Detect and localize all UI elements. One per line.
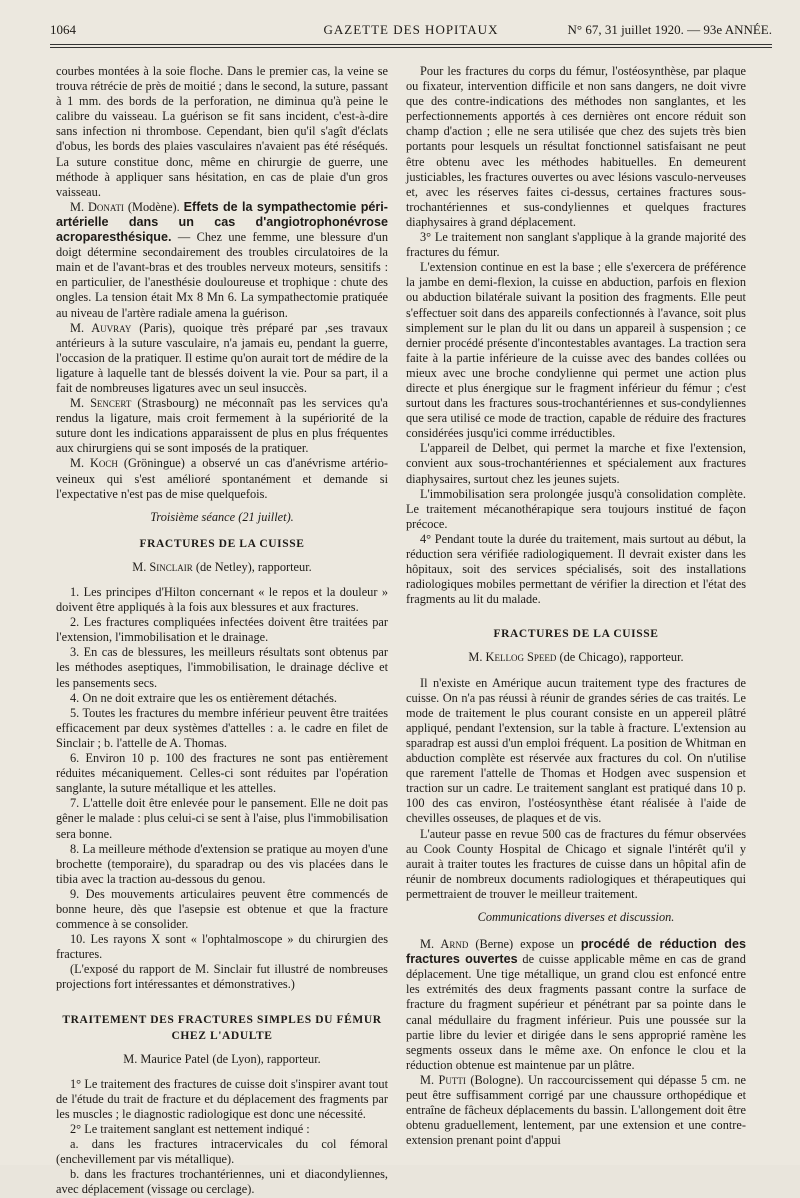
list-item: 6. Environ 10 p. 100 des fractures ne sont pas entièrement réduites mécaniquement. Celles-ci sont réduites par l'opération sanglante, la suture métallique et les attelles. — [56, 751, 388, 796]
paragraph: L'auteur passe en revue 500 cas de fractures du fémur observées au Cook County Hospital de Chicago et signale l'intérêt qu'il y aurait à traiter toutes les fractures de cuisse dans un hôpital afin de réunir de nombreux documents radiologiques et thérapeutiques qui permettraient de trouver le meilleur traitement. — [406, 826, 746, 901]
paragraph: L'appareil de Delbet, qui permet la marche et fixe l'extension, convient aux sous-trochantériennes et spécialement aux fractures diaphysaires, surtout chez les jeunes sujets. — [406, 441, 746, 486]
rapporteur-line — [56, 1052, 388, 1067]
header-rule-double — [50, 47, 772, 48]
list-item: 5. Toutes les fractures du membre inférieur peuvent être traitées efficacement par deux systèmes d'attelles : a. le cadre en filet de Sinclair ; b. l'attelle de A. Thomas. — [56, 705, 388, 750]
rapporteur-line — [406, 650, 746, 665]
paragraph-putti — [406, 1073, 746, 1148]
list-item: 1. Les principes d'Hilton concernant « le repos et la douleur » doivent être appliqués à la fois aux blessures et aux fractures. — [56, 585, 388, 615]
paragraph: 2° Le traitement sanglant est nettement indiqué : — [70, 1122, 310, 1137]
author-name: M. Sinclair — [132, 559, 193, 574]
author-name: M. Arnd — [420, 937, 469, 952]
paragraph: (L'exposé du rapport de M. Sinclair fut illustré de nombreuses projections fort intéressantes et démonstratives.) — [56, 962, 388, 992]
author-name: M. Sencert — [70, 396, 132, 411]
section-heading: FRACTURES DE LA CUISSE — [493, 628, 659, 641]
author-name: M. Putti — [420, 1072, 466, 1087]
page-number: 1064 — [50, 22, 76, 37]
author-place: (Berne) expose un — [468, 937, 581, 952]
list-item: 9. Des mouvements articulaires peuvent être commencés de bonne heure, dès que l'asepsie est obtenue et que la fracture commence à se consolider. — [56, 886, 388, 932]
rapporteur-text: (de Lyon), rapporteur. — [209, 1051, 321, 1066]
author-place: (Modène). — [123, 199, 184, 214]
paragraph-auvray — [56, 321, 388, 396]
paragraph-text: — Chez une femme, une blessure d'un doigt détermine secondairement des troubles circulatoires de la main et de l'avant-bras et des troubles nerveux moteurs, sensitifs : en particulier, de l'anesthésie douloureuse et trophique : chute des ongles. La tension était Mx 8 Mn 6. La sympathectomie pratiquée au niveau de l'artère radiale amena la guérison. — [56, 230, 388, 320]
list-item: 10. Les rayons X sont « l'ophtalmoscope » du chirurgien des fractures. — [56, 932, 388, 962]
section-heading: TRAITEMENT DES FRACTURES SIMPLES DU FÉMUR — [62, 1013, 382, 1026]
issue-info: N° 67, 31 juillet 1920. — 93e ANNÉE. — [567, 22, 772, 37]
list-item: 4. On ne doit extraire que les os entièrement détachés. — [70, 690, 338, 705]
section-heading: FRACTURES DE LA CUISSE — [139, 537, 305, 550]
paragraph: Il n'existe en Amérique aucun traitement type des fractures de cuisse. On n'a pas réussi à réunir de grandes séries de cas traités. Le mode de traitement le plus courant consiste en un appereil plâtré appliqué, pendant l'extension, sur la table à fracture. L'extension au sparadrap est aussi d'un emploi fréquent. La position de Whitman en abduction complète est réservée aux fractures du col. On n'utilise que rarement l'attelle de Thomas et Hodgen avec suspension et traction sur un cadre. Le traitement sanglant est pratiqué dans 10 p. 100 des cas environ, l'ostéosynthèse étant réalisée à l'aide de chevilles osseuses, de plaques et de vis. — [406, 675, 746, 826]
rapporteur-line — [56, 560, 388, 575]
author-name: M. Maurice Patel — [123, 1051, 210, 1066]
right-column — [406, 64, 746, 1148]
paragraph: L'immobilisation sera prolongée jusqu'à consolidation complète. Le traitement mécanothérapique sera toujours institué de façon précoce. — [406, 486, 746, 531]
paragraph: 4° Pendant toute la durée du traitement, mais surtout au début, la réduction sera vérifiée radiologiquement. Il devrait exister dans les hôpitaux, soit des services spécialisés, soit des installations radiologiques mobiles permettant de vérifier la direction et l'état des fragments au lit du malade. — [406, 531, 746, 607]
paragraph: b. dans les fractures trochantériennes, uni et diacondyliennes, avec déplacement (vissage ou cerclage). — [56, 1167, 388, 1197]
subsection-title: Communications diverses et discussion. — [477, 909, 675, 924]
communication-title: Effets de la sympathectomie péri-artérielle dans un cas d'angiotrophonévrose acroparesthésique. — [56, 199, 388, 245]
paragraph-text: (Bologne). Un raccourcissement qui dépasse 5 cm. ne peut être suffisamment corrigé par une chaussure orthopédique et entraîne de fâcheux déplacements du bassin. L'allongement doit être obtenu graduellement, lentement, par une extension et une contre-extension prenant point d'appui — [406, 1072, 746, 1148]
section-heading: CHEZ L'ADULTE — [171, 1029, 273, 1042]
list-item: 8. La meilleure méthode d'extension se pratique au moyen d'une brochette (temporaire), du sparadrap ou des vis placées dans le tibia avec la traction au-dessous du genou. — [56, 841, 388, 886]
paragraph-text: (Strasbourg) ne méconnaît pas les services qu'a rendus la ligature, mais croit fermement à la supériorité de la suture dont les indications apparaissent de plus en plus fréquentes aux chirurgiens qui se sont imposés de la pratiquer. — [56, 396, 388, 456]
paragraph-text: (Gröningue) a observé un cas d'anévrisme artério-veineux qui s'est amélioré spontanément et demande si l'expectative n'est pas de mise quelquefois. — [56, 456, 388, 501]
rapporteur-text: (de Netley), rapporteur. — [192, 559, 312, 574]
author-name: M. Kellog Speed — [468, 650, 557, 665]
author-name: M. Auvray — [70, 320, 132, 335]
list-item: 2. Les fractures compliquées infectées doivent être traitées par l'extension, l'immobilisation et le drainage. — [56, 615, 388, 645]
session-title: Troisième séance (21 juillet). — [150, 509, 294, 524]
author-name: M. Donati — [70, 199, 124, 214]
paragraph-sencert — [56, 396, 388, 456]
list-item: 3. En cas de blessures, les meilleurs résultats sont obtenus par les méthodes aseptiques, l'immobilisation, le drainage déclive et les pansements secs. — [56, 645, 388, 690]
paragraph: L'extension continue en est la base ; elle s'exercera de préférence la jambe en demi-flexion, la cuisse en abduction, parfois en flexion ou abduction bilatérale suivant la position des fragments. Elle peut s'effectuer soit dans des appareils confectionnés à l'avance, soit plus simplement sur le plan du lit ou dans un appareil à suspension ; ce dernier procédé présente d'incontestables avantages. La traction sera faite à la partie inférieure de la cuisse avec des bandes collées ou mieux avec une broche condylienne qui permet une action plus directe et plus énergique sur le fragment inférieur du fémur ; c'est surtout dans les fractures sous-trochantériennes et sus-condyliennes que sera utilisé ce mode de traction, capable de réduire des fractures considérées jusqu'ici comme irréductibles. — [406, 260, 746, 441]
author-name: M. Koch — [70, 456, 118, 471]
paragraph-donati — [56, 200, 388, 321]
paragraph-text: (Paris), quoique très préparé par ,ses travaux antérieurs à la suture vasculaire, n'a jamais eu, pendant la guerre, l'occasion de la pratiquer. Il estime qu'on aurait tort de médire de la ligature à laquelle tant de blessés doivent la vie. Pour sa part, il a fait de nombreuses ligatures avec un seul insuccès. — [56, 320, 388, 395]
header-rule — [50, 44, 772, 45]
paragraph-arnd — [406, 937, 746, 1073]
paragraph: 3° Le traitement non sanglant s'applique à la grande majorité des fractures du fémur. — [406, 230, 746, 260]
left-column — [56, 64, 388, 1198]
communication-title: procédé de réduction des fractures ouvertes — [406, 937, 746, 967]
journal-title: GAZETTE DES HOPITAUX — [323, 22, 499, 37]
list-item: 7. L'attelle doit être enlevée pour le pansement. Elle ne doit pas gêner le malade : plus celui-ci se sent à l'aise, plus l'immobilisation sera bonne. — [56, 796, 388, 841]
paragraph: 1° Le traitement des fractures de cuisse doit s'inspirer avant tout de l'étude du trait de fracture et du déplacement des fragments par les muscles ; le diagnostic radiologique est donc une nécessité. — [56, 1076, 388, 1121]
paragraph-text: de cuisse applicable même en cas de grand déplacement. Une tige métallique, un grand clou est enfoncé entre les extrémités des deux fragments passant contre la surface de fracture du fragment supérieur et pénétrant par sa pointe dans le canal médullaire du fragment inférieur. Puis une poussée sur la partie libre du levier et dirigée dans le sens approprié ramène les segments osseux dans le même axe. On enfonce le clou et la réduction obtenue est maintenue par un plâtre. — [406, 952, 746, 1072]
rapporteur-text: (de Chicago), rapporteur. — [556, 650, 684, 665]
paragraph: courbes montées à la soie floche. Dans le premier cas, la veine se trouva rétrécie de près de moitié ; dans le second, la suture, passant à 1 mm. des bords de la perforation, ne diminua qu'à peine le calibre du vaisseau. La guérison se fit sans incident, c'est-à-dire sans infection ni thrombose. Cependant, bien qu'il s'agît d'éclats d'obus, les bords des plaies vasculaires n'avaient pas été réséqués. La suture constitue donc, même en chirurgie de guerre, une méthode à appliquer sans hésitation, en cas de plaie d'un gros vaisseau. — [56, 64, 388, 199]
paragraph: Pour les fractures du corps du fémur, l'ostéosynthèse, par plaque ou fixateur, intervention difficile et non sans dangers, ne doit vivre que des contre-indications des méthodes non sanglantes, et les perfectionnements apportés à ces dernières ont encore réduit son champ d'action ; elle ne sera utilisée que chez des sujets très bien portants pour lesquels un résultat fonctionnel satisfaisant ne peut être obtenu avec les méthodes habituelles. En demeurent justiciables, les fractures ouvertes ou avec lésions vasculo-nerveuses et, avec les réserves faites ci-dessus, certaines fractures sous-trochantériennes et sus-condyliennes et quelques fractures diaphysaires à grand déplacement. — [406, 64, 746, 229]
paragraph: a. dans les fractures intracervicales du col fémoral (enchevillement par vis métallique). — [56, 1137, 388, 1167]
paragraph-koch — [56, 456, 388, 501]
